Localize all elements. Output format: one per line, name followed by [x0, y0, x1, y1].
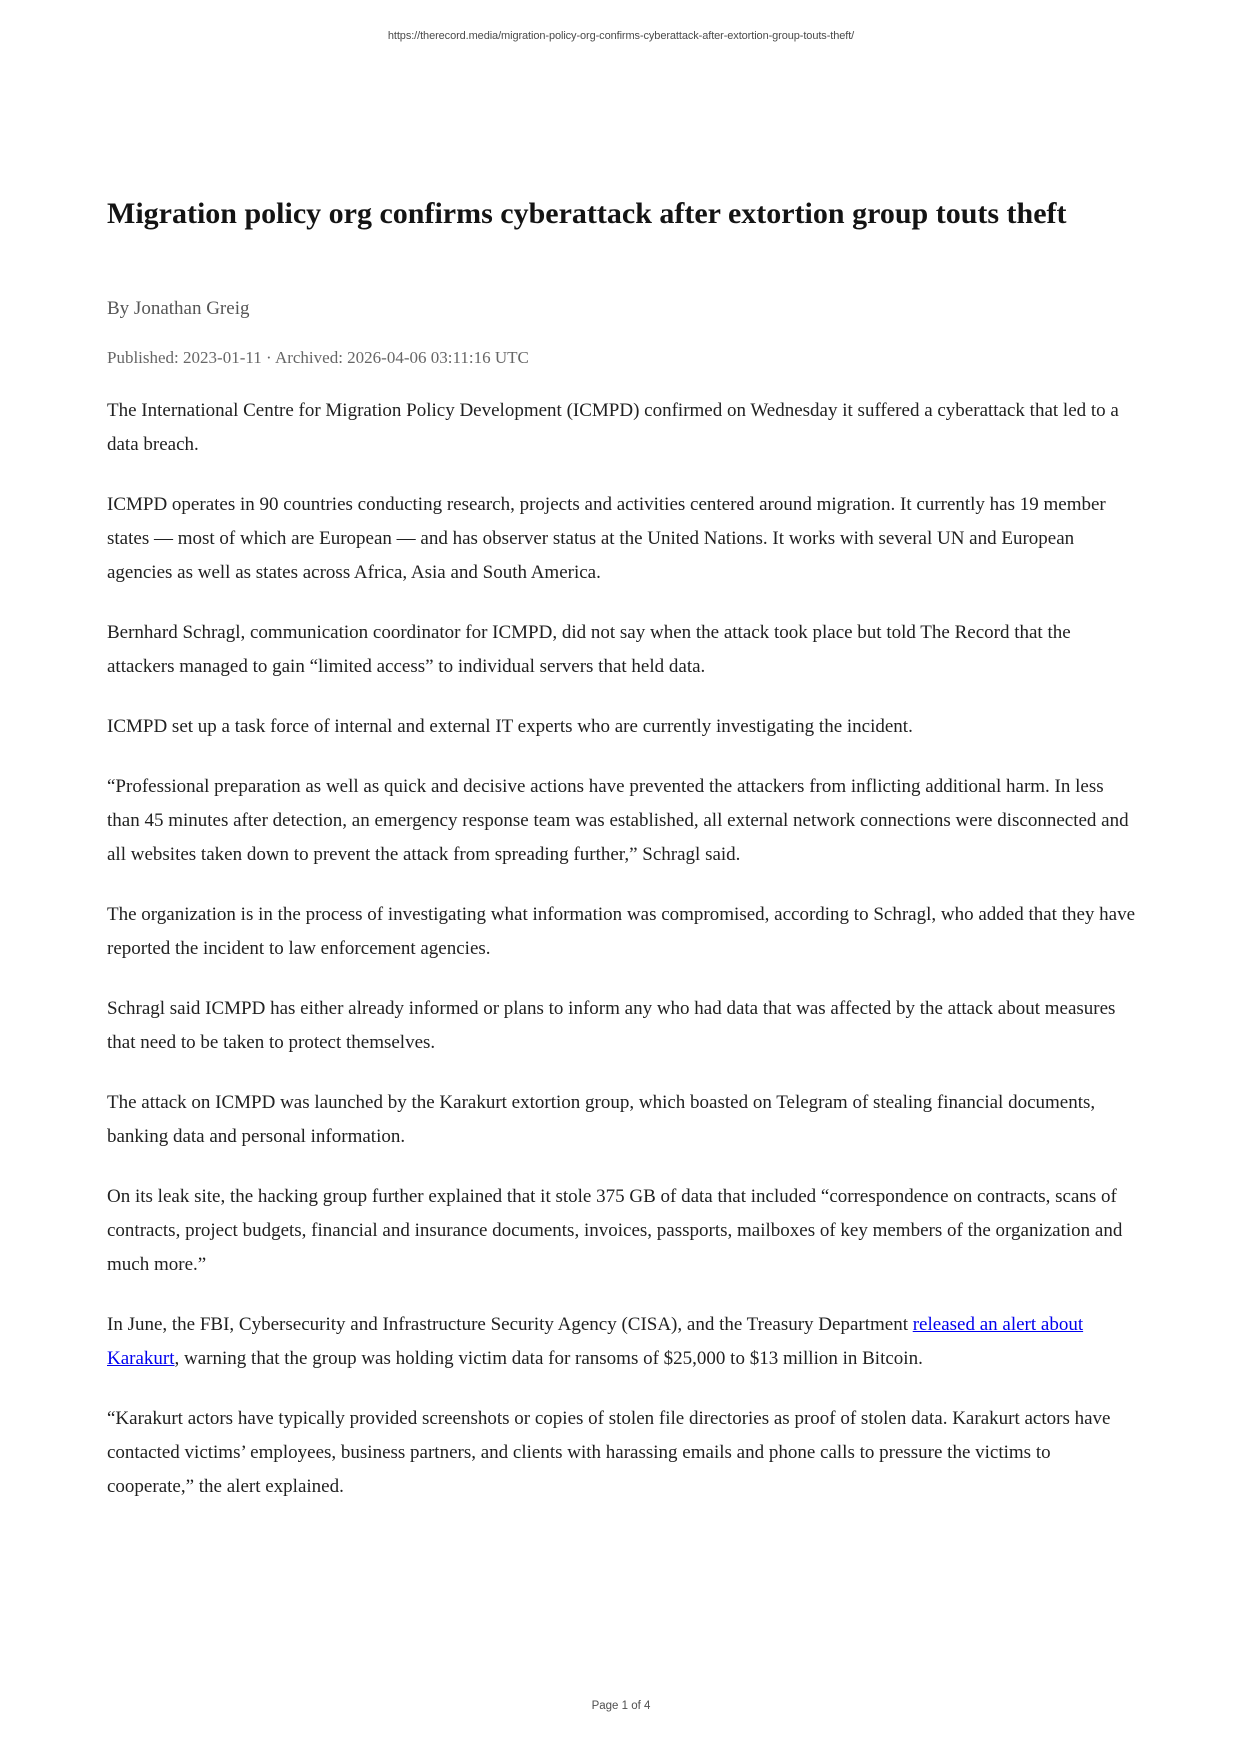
publish-archive-dateline: Published: 2023-01-11 · Archived: 2026-04-06 03:11:16 UTC [107, 348, 529, 367]
inline-link[interactable]: released an alert about Karakurt [107, 1314, 1084, 1369]
article-body [107, 394, 1136, 1504]
paragraph: The International Centre for Migration Policy Development (ICMPD) confirmed on Wednesday it suffered a cyberattack that led to a data breach. [107, 400, 1119, 455]
paragraph: In June, the FBI, Cybersecurity and Infrastructure Security Agency (CISA), and the Treasury Department released an alert about Karakurt, warning that the group was holding victim data for ransoms of $25,000 to $13 million in Bitcoin. [107, 1314, 1084, 1369]
paragraph: “Professional preparation as well as quick and decisive actions have prevented the attackers from inflicting additional harm. In less than 45 minutes after detection, an emergency response team was established, all external network connections were disconnected and all websites taken down to prevent the attack from spreading further,” Schragl said. [107, 776, 1129, 865]
paragraph: On its leak site, the hacking group further explained that it stole 375 GB of data that included “correspondence on contracts, scans of contracts, project budgets, financial and insurance documents, invoices, passports, mailboxes of key members of the organization and much more.” [107, 1186, 1123, 1275]
paragraph: Bernhard Schragl, communication coordinator for ICMPD, did not say when the attack took place but told The Record that the attackers managed to gain “limited access” to individual servers that held data. [107, 622, 1071, 677]
paragraph: ICMPD operates in 90 countries conducting research, projects and activities centered around migration. It currently has 19 member states — most of which are European — and has observer status at the United Nations. It works with several UN and European agencies as well as states across Africa, Asia and South America. [107, 494, 1106, 583]
page-number-indicator: Page 1 of 4 [591, 1700, 651, 1712]
paragraph: ICMPD set up a task force of internal and external IT experts who are currently investigating the incident. [107, 716, 913, 737]
source-url: https://therecord.media/migration-policy-org-confirms-cyberattack-after-extortion-group-touts-theft/ [387, 30, 855, 42]
paragraph: “Karakurt actors have typically provided screenshots or copies of stolen file directories as proof of stolen data. Karakurt actors have contacted victims’ employees, business partners, and clients with harassing emails and phone calls to pressure the victims to cooperate,” the alert explained. [107, 1408, 1111, 1497]
paragraph: The organization is in the process of investigating what information was compromised, according to Schragl, who added that they have reported the incident to law enforcement agencies. [107, 904, 1136, 959]
page-title: Migration policy org confirms cyberattack after extortion group touts theft [107, 197, 1067, 230]
paragraph: Schragl said ICMPD has either already informed or plans to inform any who had data that was affected by the attack about measures that need to be taken to protect themselves. [107, 998, 1116, 1053]
paragraph: The attack on ICMPD was launched by the Karakurt extortion group, which boasted on Telegram of stealing financial documents, banking data and personal information. [107, 1092, 1096, 1147]
byline: By Jonathan Greig [107, 298, 250, 319]
